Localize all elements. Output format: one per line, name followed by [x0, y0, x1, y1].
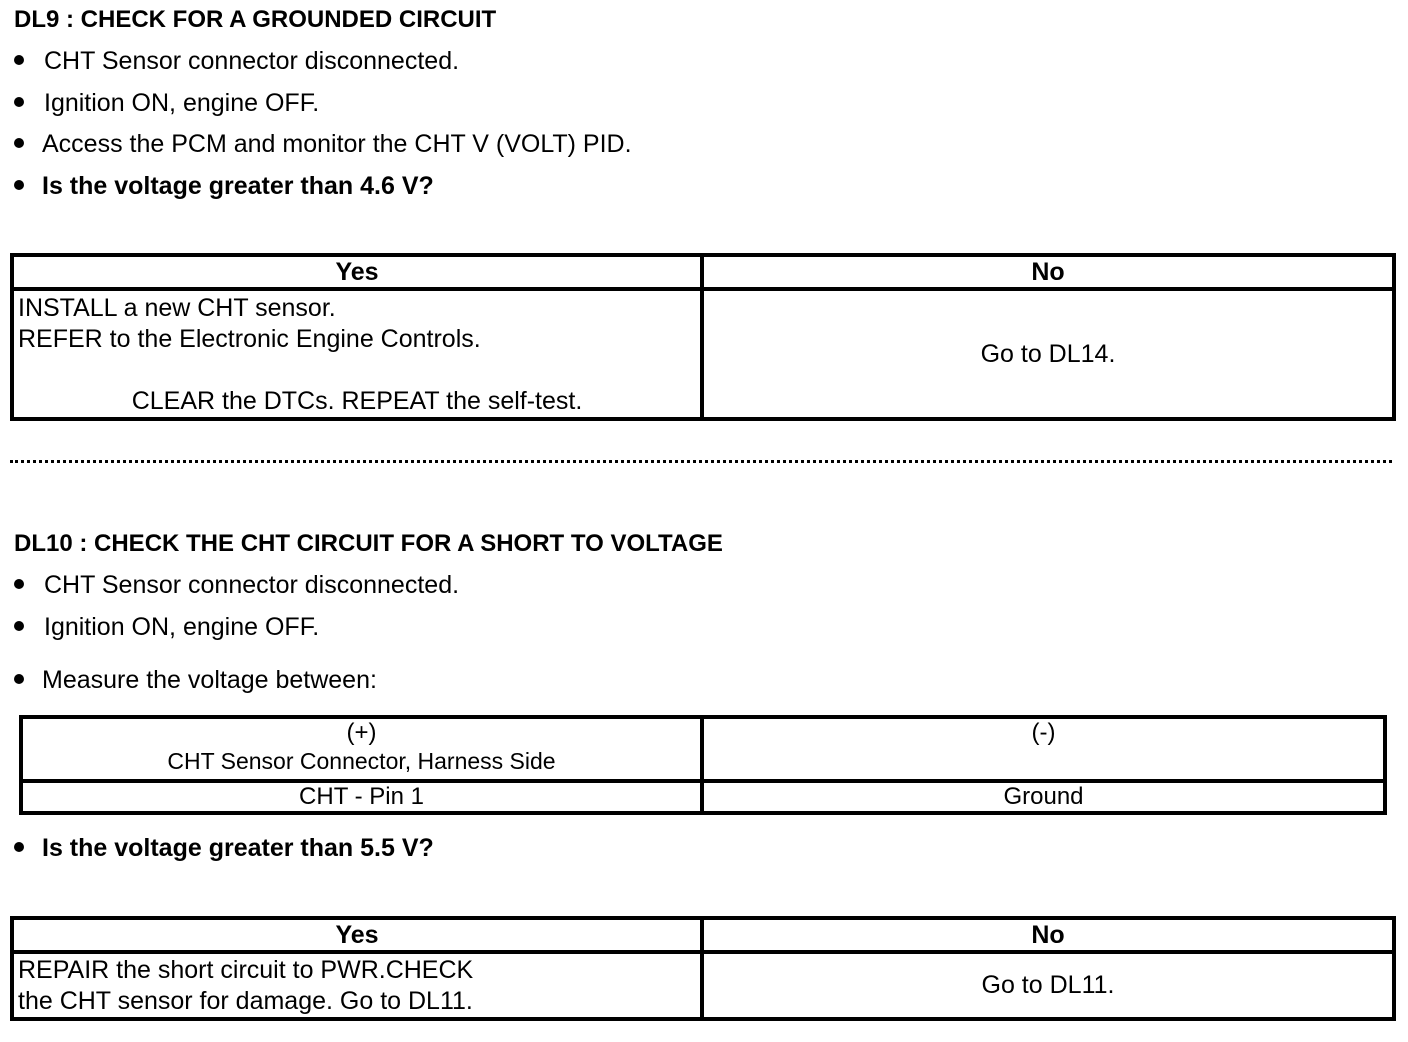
dl9-title: DL9 : CHECK FOR A GROUNDED CIRCUIT	[14, 6, 497, 33]
bullet-icon	[14, 842, 24, 852]
section-divider	[10, 460, 1392, 463]
dl10-question: Is the voltage greater than 5.5 V?	[14, 833, 434, 863]
dl9-step-2: Ignition ON, engine OFF.	[14, 88, 319, 118]
dl9-yes-line-3: CLEAR the DTCs. REPEAT the self-test.	[131, 387, 583, 415]
dl9-question: Is the voltage greater than 4.6 V?	[14, 171, 434, 201]
measure-plus-sub: CHT Sensor Connector, Harness Side	[167, 748, 556, 774]
dl9-yes-line-1: INSTALL a new CHT sensor.	[18, 294, 336, 322]
measure-plus-header: (+)	[346, 719, 377, 746]
measure-minus-value: Ground	[702, 781, 1385, 813]
measure-minus-header: (-)	[702, 717, 1385, 781]
dl10-result-table	[10, 916, 1396, 1021]
dl10-yes-header: Yes	[12, 918, 702, 952]
dl10-yes-line-1: REPAIR the short circuit to PWR.CHECK	[18, 956, 474, 984]
dl10-title: DL10 : CHECK THE CHT CIRCUIT FOR A SHORT TO VOLTAGE	[14, 530, 723, 557]
dl10-measure-table	[19, 715, 1387, 815]
bullet-icon	[14, 579, 24, 589]
dl9-no-cell: Go to DL14.	[702, 289, 1394, 419]
dl10-step-1: CHT Sensor connector disconnected.	[14, 570, 459, 600]
bullet-icon	[14, 621, 24, 631]
dl9-no-header: No	[702, 255, 1394, 289]
measure-plus-header-cell	[21, 717, 702, 781]
dl9-step-3: Access the PCM and monitor the CHT V (VOLT) PID.	[14, 129, 632, 159]
dl9-step-1: CHT Sensor connector disconnected.	[14, 46, 459, 76]
dl9-yes-header: Yes	[12, 255, 702, 289]
measure-plus-value: CHT - Pin 1	[21, 781, 702, 813]
dl10-yes-line-2: the CHT sensor for damage. Go to DL11.	[18, 987, 473, 1015]
dl9-yes-line-2: REFER to the Electronic Engine Controls.	[18, 325, 481, 353]
bullet-icon	[14, 97, 24, 107]
dl10-no-header: No	[702, 918, 1394, 952]
bullet-icon	[14, 180, 24, 190]
bullet-icon	[14, 55, 24, 65]
bullet-icon	[14, 138, 24, 148]
dl10-no-cell: Go to DL11.	[702, 952, 1394, 1019]
dl10-step-3: Measure the voltage between:	[14, 665, 377, 695]
bullet-icon	[14, 674, 24, 684]
dl9-yes-cell	[12, 289, 702, 419]
dl10-yes-cell	[12, 952, 702, 1019]
dl10-step-2: Ignition ON, engine OFF.	[14, 612, 319, 642]
dl9-result-table	[10, 253, 1396, 421]
